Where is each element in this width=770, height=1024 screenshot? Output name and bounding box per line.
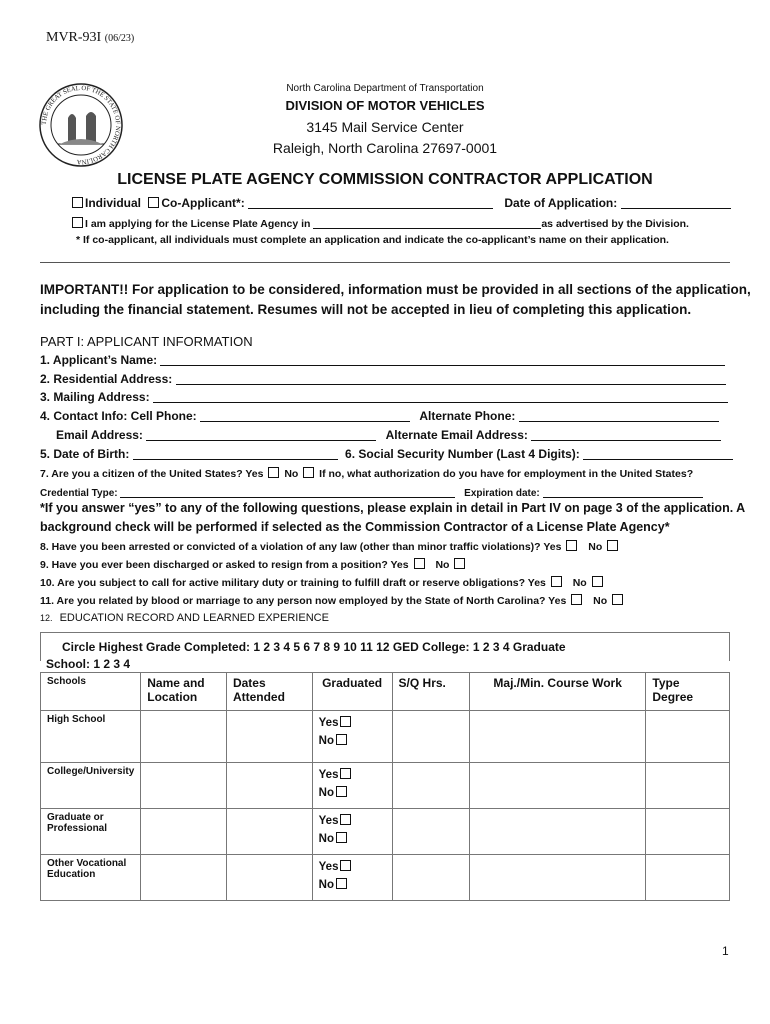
name-location-cell[interactable] — [141, 711, 227, 763]
individual-checkbox[interactable] — [72, 197, 83, 208]
alt-phone-label: Alternate Phone: — [419, 409, 516, 423]
q9-no-label: No — [435, 559, 450, 571]
col-type-degree: Type Degree — [646, 673, 730, 711]
graduated-yes-checkbox[interactable] — [340, 716, 351, 727]
col-course-work: Maj./Min. Course Work — [469, 673, 645, 711]
table-header-row — [41, 673, 730, 711]
q10-no-label: No — [572, 577, 587, 589]
no-label: No — [318, 787, 334, 799]
degree-cell[interactable] — [646, 763, 730, 809]
citizen-no-label: No — [284, 468, 299, 480]
dates-cell[interactable] — [226, 809, 312, 855]
alt-email-field[interactable] — [531, 428, 721, 441]
graduated-cell — [312, 763, 392, 809]
ssn-field[interactable] — [583, 447, 733, 460]
col-schools: Schools — [41, 673, 141, 711]
applying-checkbox[interactable] — [72, 217, 83, 228]
q12-label: EDUCATION RECORD AND LEARNED EXPERIENCE — [59, 612, 329, 624]
note-line-1: *If you answer “yes” to any of the following questions, please explain in detail in Part IV on page 3 of the application. A — [40, 501, 746, 515]
mailing-label: 3. Mailing Address: — [40, 390, 150, 404]
email-field[interactable] — [146, 428, 376, 441]
q9-yes-checkbox[interactable] — [414, 558, 425, 569]
table-row — [41, 763, 730, 809]
yes-label: Yes — [318, 717, 339, 729]
email-label: Email Address: — [56, 428, 143, 442]
co-applicant-label: Co-Applicant*: — [161, 196, 245, 210]
form-title: LICENSE PLATE AGENCY COMMISSION CONTRACTOR APPLICATION — [117, 171, 653, 188]
degree-cell[interactable] — [646, 711, 730, 763]
agency-location-field[interactable] — [313, 216, 541, 229]
sq-hrs-cell[interactable] — [392, 809, 469, 855]
authorization-label: If no, what authorization do you have for employment in the United States? — [319, 468, 694, 480]
q11-no-checkbox[interactable] — [612, 594, 623, 605]
address-line-1: 3145 Mail Service Center — [306, 119, 464, 135]
graduated-yes-checkbox[interactable] — [340, 814, 351, 825]
expiration-label: Expiration date: — [464, 488, 540, 499]
row-label-college: College/University — [41, 763, 141, 809]
name-location-cell[interactable] — [141, 763, 227, 809]
row-label-graduate: Graduate or Professional — [41, 809, 141, 855]
co-applicant-field[interactable] — [248, 196, 493, 209]
course-work-cell[interactable] — [469, 809, 645, 855]
ssn-label: 6. Social Security Number (Last 4 Digits): — [345, 447, 580, 461]
applicant-type-row — [70, 196, 731, 210]
date-application-field[interactable] — [621, 196, 731, 209]
mailing-row — [40, 390, 728, 404]
applying-prefix: I am applying for the License Plate Agency in — [85, 218, 311, 230]
individual-label: Individual — [85, 196, 142, 210]
course-work-cell[interactable] — [469, 711, 645, 763]
dob-label: 5. Date of Birth: — [40, 447, 130, 461]
cell-phone-field[interactable] — [200, 409, 410, 422]
important-line-2: including the financial statement. Resumes will not be accepted in lieu of completing this application. — [40, 302, 692, 317]
graduated-cell — [312, 711, 392, 763]
applicant-name-label: 1. Applicant’s Name: — [40, 353, 158, 367]
graduated-no-checkbox[interactable] — [336, 786, 347, 797]
table-row — [41, 809, 730, 855]
q11-row — [40, 594, 625, 607]
q10-row — [40, 576, 605, 589]
q9-no-checkbox[interactable] — [454, 558, 465, 569]
col-graduated: Graduated — [312, 673, 392, 711]
table-row — [41, 711, 730, 763]
credential-row — [40, 485, 703, 499]
col-dates-attended: Dates Attended — [226, 673, 312, 711]
residential-field[interactable] — [176, 372, 726, 385]
page-number: 1 — [722, 944, 729, 958]
q12-row — [40, 612, 329, 624]
citizen-row — [40, 467, 693, 480]
email-row — [56, 428, 721, 442]
no-label: No — [318, 879, 334, 891]
sq-hrs-cell[interactable] — [392, 763, 469, 809]
grade-line-2: School: 1 2 3 4 — [46, 657, 131, 671]
sq-hrs-cell[interactable] — [392, 711, 469, 763]
graduated-cell — [312, 809, 392, 855]
col-sq-hrs: S/Q Hrs. — [392, 673, 469, 711]
credential-field[interactable] — [120, 485, 455, 498]
agency-location-row — [70, 216, 689, 230]
dates-cell[interactable] — [226, 855, 312, 901]
graduated-yes-checkbox[interactable] — [340, 860, 351, 871]
q10-no-checkbox[interactable] — [592, 576, 603, 587]
graduated-cell — [312, 855, 392, 901]
q8-row — [40, 540, 620, 553]
q11-no-label: No — [593, 595, 608, 607]
grade-line-1: Circle Highest Grade Completed: 1 2 3 4 5 6 7 8 9 10 11 12 GED College: 1 2 3 4 Graduate — [62, 640, 566, 654]
form-id-code: MVR-93I — [46, 30, 102, 45]
no-label: No — [318, 735, 334, 747]
applicant-name-field[interactable] — [160, 353, 725, 366]
residential-label: 2. Residential Address: — [40, 372, 173, 386]
citizen-yes-checkbox[interactable] — [268, 467, 279, 478]
graduated-no-checkbox[interactable] — [336, 832, 347, 843]
applicant-name-row — [40, 353, 725, 367]
sq-hrs-cell[interactable] — [392, 855, 469, 901]
q9-row — [40, 558, 467, 571]
dept-name: North Carolina Department of Transportation — [286, 83, 484, 94]
q11-label: 11. Are you related by blood or marriage to any person now employed by the State of North Carolina? Yes — [40, 595, 567, 607]
yes-label: Yes — [318, 861, 339, 873]
graduated-yes-checkbox[interactable] — [340, 768, 351, 779]
table-row — [41, 855, 730, 901]
q9-label: 9. Have you ever been discharged or asked to resign from a position? Yes — [40, 559, 409, 571]
residential-row — [40, 372, 726, 386]
contact-row — [40, 409, 719, 423]
dob-row — [40, 447, 733, 461]
row-label-vocational: Other Vocational Education — [41, 855, 141, 901]
division-name: DIVISION OF MOTOR VEHICLES — [285, 98, 485, 113]
q8-no-label: No — [588, 541, 603, 553]
q12-number: 12. — [40, 613, 53, 623]
dob-field[interactable] — [133, 447, 338, 460]
date-application-label: Date of Application: — [504, 196, 618, 210]
education-table — [40, 672, 730, 901]
q10-label: 10. Are you subject to call for active military duty or training to fulfill draft or reserve obligations? Yes — [40, 577, 546, 589]
form-revision: (06/23) — [104, 33, 135, 44]
course-work-cell[interactable] — [469, 855, 645, 901]
expiration-field[interactable] — [543, 485, 703, 498]
col-name-location: Name and Location — [141, 673, 227, 711]
q8-no-checkbox[interactable] — [607, 540, 618, 551]
graduated-no-checkbox[interactable] — [336, 878, 347, 889]
yes-label: Yes — [318, 769, 339, 781]
form-id — [46, 30, 134, 46]
address-line-2: Raleigh, North Carolina 27697-0001 — [272, 140, 498, 156]
alt-phone-field[interactable] — [519, 409, 719, 422]
seal-text: THE GREAT SEAL OF THE STATE OF NORTH CAROLINA — [40, 84, 122, 166]
divider — [40, 262, 730, 263]
applying-suffix: as advertised by the Division. — [541, 218, 689, 230]
mailing-field[interactable] — [153, 390, 728, 403]
cell-phone-label: 4. Contact Info: Cell Phone: — [40, 409, 197, 423]
q11-yes-checkbox[interactable] — [571, 594, 582, 605]
important-line-1: IMPORTANT!! For application to be considered, information must be provided in all sections of the application, — [40, 282, 751, 297]
row-label-high-school: High School — [41, 711, 141, 763]
name-location-cell[interactable] — [141, 809, 227, 855]
degree-cell[interactable] — [646, 855, 730, 901]
graduated-no-checkbox[interactable] — [336, 734, 347, 745]
note-line-2: background check will be performed if selected as the Commission Contractor of a License Plate Agency* — [40, 520, 670, 534]
q8-yes-checkbox[interactable] — [566, 540, 577, 551]
course-work-cell[interactable] — [469, 763, 645, 809]
no-label: No — [318, 833, 334, 845]
credential-label: Credential Type: — [40, 488, 118, 499]
co-applicant-note: * If co-applicant, all individuals must complete an application and indicate the co-applicant’s name on their application. — [76, 234, 669, 246]
degree-cell[interactable] — [646, 809, 730, 855]
q10-yes-checkbox[interactable] — [551, 576, 562, 587]
citizen-no-checkbox[interactable] — [303, 467, 314, 478]
dates-cell[interactable] — [226, 763, 312, 809]
name-location-cell[interactable] — [141, 855, 227, 901]
co-applicant-checkbox[interactable] — [148, 197, 159, 208]
alt-email-label: Alternate Email Address: — [385, 428, 528, 442]
citizen-label: 7. Are you a citizen of the United States? Yes — [40, 468, 264, 480]
part1-heading: PART I: APPLICANT INFORMATION — [40, 334, 253, 349]
q8-label: 8. Have you been arrested or convicted of a violation of any law (other than minor traffic violations)? Yes — [40, 541, 562, 553]
dates-cell[interactable] — [226, 711, 312, 763]
yes-label: Yes — [318, 815, 339, 827]
